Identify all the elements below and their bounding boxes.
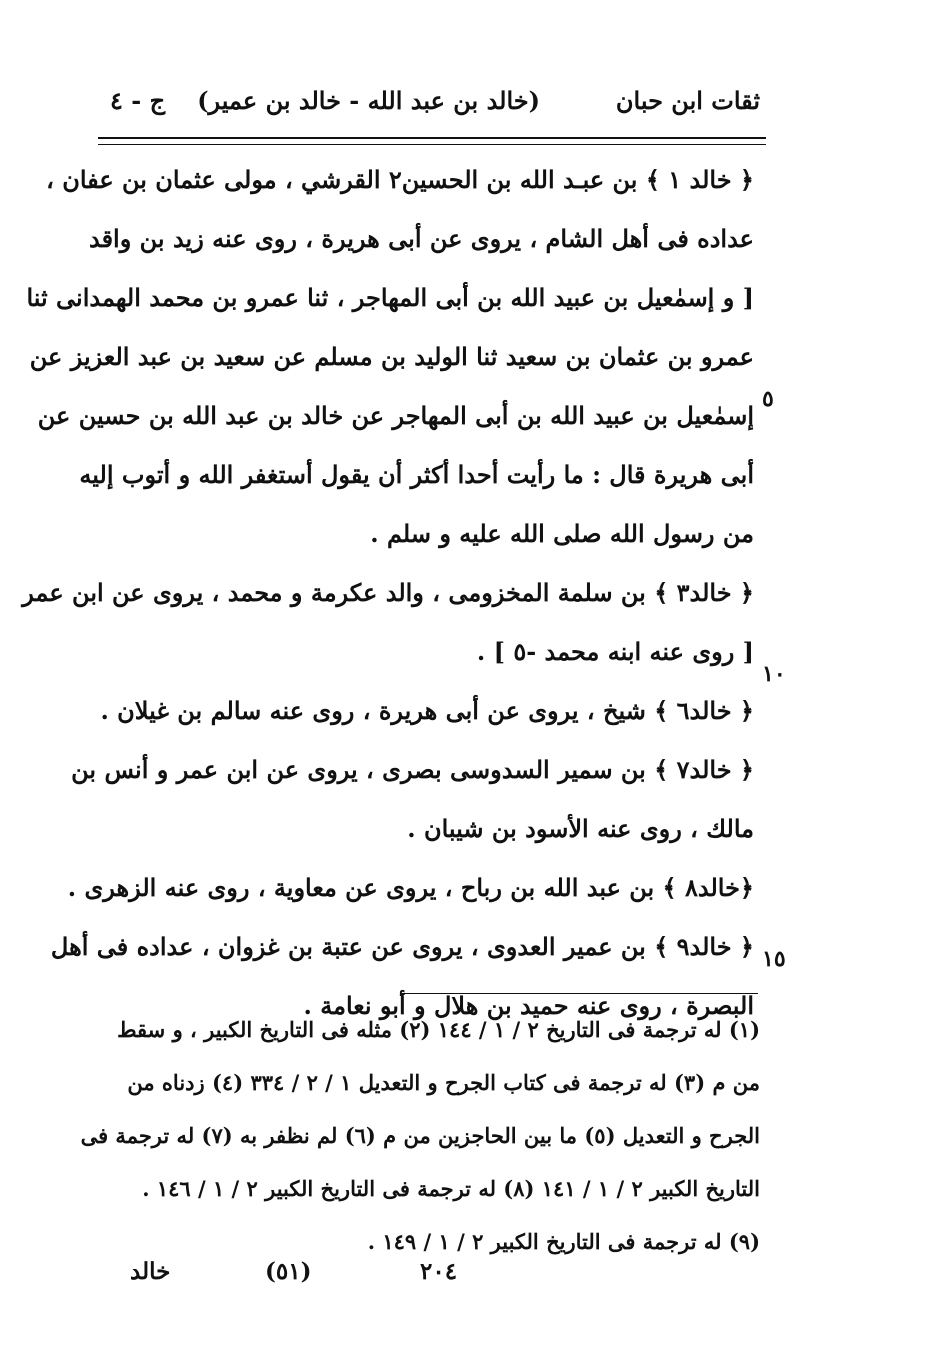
entry-range: (خالد بن عبد الله - خالد بن عمير): [197, 86, 540, 115]
footnote-line: من م (٣) له ترجمة فى كتاب الجرح و التعديل ١ / ٢ / ٣٣٤ (٤) زدناه من: [127, 1070, 760, 1095]
catchword: خالد: [130, 1258, 171, 1285]
text-line: ﴿ خالد٧ ﴾ بن سمير السدوسى بصرى ، يروى عن ابن عمر و أنس بن: [71, 755, 754, 784]
volume-label: ج - ٤: [110, 86, 166, 115]
running-header: [100, 86, 760, 126]
line-number-15: ١٥: [762, 946, 786, 972]
text-line: ﴿ خالد٩ ﴾ بن عمير العدوى ، يروى عن عتبة بن غزوان ، عداده فى أهل: [50, 932, 754, 961]
text-line: ﴿ خالد ١ ﴾ بن عبـد الله بن الحسين٢ القرشي ، مولى عثمان بن عفان ،: [46, 165, 754, 194]
line-number-10: ١٠: [762, 661, 786, 687]
signature-mark: (٥١): [265, 1258, 312, 1285]
text-line: ﴿خالد٨ ﴾ بن عبد الله بن رباح ، يروى عن معاوية ، روى عنه الزهرى .: [67, 873, 754, 902]
book-title: ثقات ابن حبان: [615, 86, 760, 115]
footnote-line: التاريخ الكبير ٢ / ١ / ١٤١ (٨) له ترجمة فى التاريخ الكبير ٢ / ١ / ١٤٦ .: [142, 1176, 760, 1201]
footnote-line: الجرح و التعديل (٥) ما بين الحاجزين من م (٦) لم نظفر به (٧) له ترجمة فى: [80, 1123, 760, 1148]
main-text: [22, 150, 754, 1035]
text-line: البصرة ، روى عنه حميد بن هلال و أبو نعامة .: [303, 991, 754, 1020]
line-number-5: ٥: [762, 386, 774, 412]
text-line: أبى هريرة قال : ما رأيت أحدا أكثر أن يقول أستغفر الله و أتوب إليه: [79, 460, 754, 489]
text-line: [ روى عنه ابنه محمد -٥ ] .: [476, 637, 754, 666]
footnotes: [80, 1003, 760, 1268]
page-number: ٢٠٤: [420, 1258, 458, 1285]
footnote-line: (١) له ترجمة فى التاريخ ٢ / ١ / ١٤٤ (٢) مثله فى التاريخ الكبير ، و سقط: [117, 1017, 760, 1042]
footnote-line: (٩) له ترجمة فى التاريخ الكبير ٢ / ١ / ١٤٩ .: [367, 1229, 760, 1254]
header-divider: [98, 137, 766, 145]
text-line: عمرو بن عثمان بن سعيد ثنا الوليد بن مسلم عن سعيد بن عبد العزيز عن: [29, 342, 754, 371]
text-line: ﴿ خالد٣ ﴾ بن سلمة المخزومى ، والد عكرمة و محمد ، يروى عن ابن عمر: [22, 578, 754, 607]
page-footer: [130, 1258, 650, 1294]
text-line: إسمٰعيل بن عبيد الله بن أبى المهاجر عن خالد بن عبد الله بن حسين عن: [37, 401, 754, 430]
text-line: [ و إسمٰعيل بن عبيد الله بن أبى المهاجر ، ثنا عمرو بن محمد الهمدانى ثنا: [26, 283, 754, 312]
text-line: عداده فى أهل الشام ، يروى عن أبى هريرة ، روى عنه زيد بن واقد: [88, 224, 754, 253]
text-line: من رسول الله صلى الله عليه و سلم .: [370, 519, 754, 548]
footnote-divider: [400, 993, 758, 994]
text-line: ﴿ خالد٦ ﴾ شيخ ، يروى عن أبى هريرة ، روى عنه سالم بن غيلان .: [100, 696, 754, 725]
text-line: مالك ، روى عنه الأسود بن شيبان .: [407, 814, 754, 843]
